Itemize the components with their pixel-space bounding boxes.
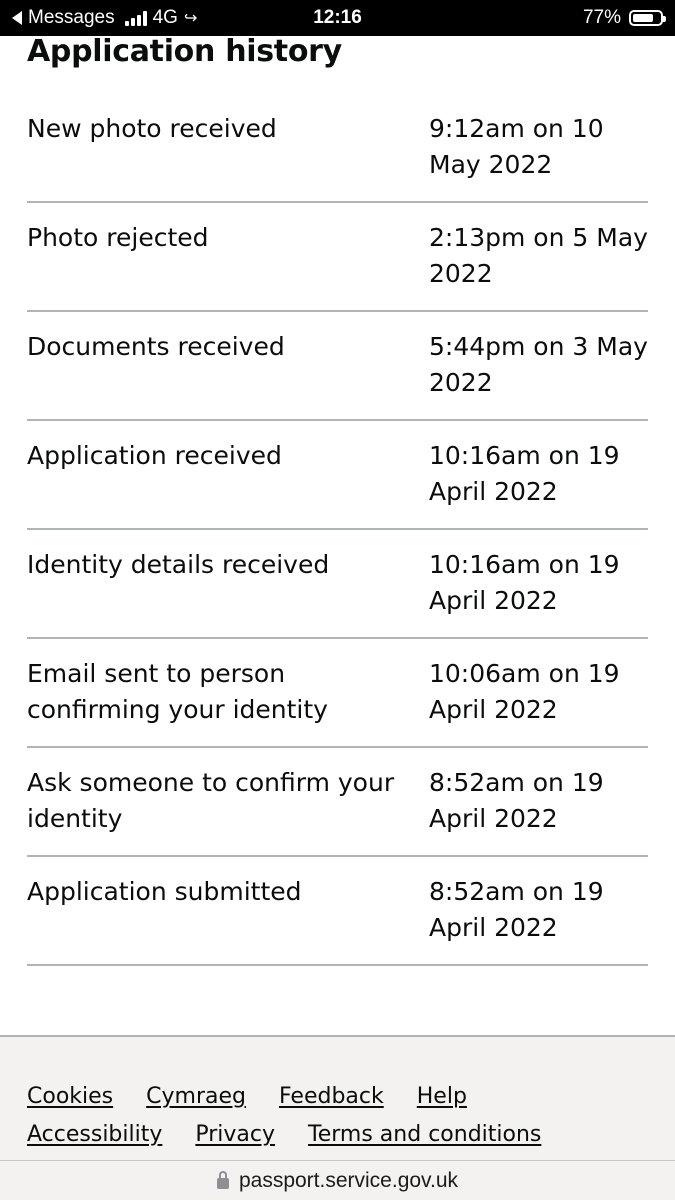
history-row bbox=[27, 857, 648, 966]
site-footer bbox=[0, 1035, 675, 1160]
history-timestamp: 2:13pm on 5 May 2022 bbox=[429, 223, 648, 288]
history-row bbox=[27, 530, 648, 639]
status-bar bbox=[0, 0, 675, 36]
history-row bbox=[27, 203, 648, 312]
history-event: Application submitted bbox=[27, 877, 302, 906]
history-timestamp: 5:44pm on 3 May 2022 bbox=[429, 332, 648, 397]
history-event: New photo received bbox=[27, 114, 277, 143]
history-event: Identity details received bbox=[27, 550, 330, 579]
page-title: Application history bbox=[27, 34, 342, 69]
history-event: Documents received bbox=[27, 332, 285, 361]
footer-links bbox=[27, 1082, 647, 1158]
footer-link-accessibility[interactable]: Accessibility bbox=[27, 1122, 163, 1147]
history-timestamp: 10:16am on 19 April 2022 bbox=[429, 550, 620, 615]
history-timestamp: 8:52am on 19 April 2022 bbox=[429, 768, 604, 833]
footer-link-privacy[interactable]: Privacy bbox=[195, 1122, 276, 1147]
history-event: Email sent to person confirming your identity bbox=[27, 659, 328, 724]
battery-nub bbox=[663, 16, 666, 22]
history-timestamp: 10:16am on 19 April 2022 bbox=[429, 441, 620, 506]
battery-fill bbox=[633, 14, 653, 22]
address-bar[interactable] bbox=[0, 1160, 675, 1200]
history-row bbox=[27, 94, 648, 203]
history-row bbox=[27, 421, 648, 530]
url-domain: passport.service.gov.uk bbox=[238, 1168, 459, 1192]
battery-icon bbox=[629, 10, 663, 26]
wifi-call-icon: ↪ bbox=[183, 10, 198, 27]
history-row bbox=[27, 312, 648, 421]
back-app-label: Messages bbox=[28, 7, 115, 28]
footer-link-feedback[interactable]: Feedback bbox=[278, 1084, 384, 1109]
footer-link-cymraeg[interactable]: Cymraeg bbox=[146, 1084, 246, 1109]
history-timestamp: 9:12am on 10 May 2022 bbox=[429, 114, 604, 179]
battery-percent: 77% bbox=[582, 7, 621, 28]
footer-link-terms[interactable]: Terms and conditions bbox=[308, 1122, 542, 1147]
footer-link-cookies[interactable]: Cookies bbox=[27, 1084, 114, 1109]
footer-link-help[interactable]: Help bbox=[416, 1084, 467, 1109]
application-history-list bbox=[27, 94, 648, 966]
history-row bbox=[27, 639, 648, 748]
history-row bbox=[27, 748, 648, 857]
history-timestamp: 8:52am on 19 April 2022 bbox=[429, 877, 604, 942]
history-event: Application received bbox=[27, 441, 282, 470]
history-timestamp: 10:06am on 19 April 2022 bbox=[429, 659, 620, 724]
network-type: 4G bbox=[152, 7, 178, 28]
history-event: Photo rejected bbox=[27, 223, 209, 252]
clock: 12:16 bbox=[313, 7, 362, 28]
lock-icon bbox=[217, 1178, 229, 1189]
history-event: Ask someone to confirm your identity bbox=[27, 768, 395, 833]
